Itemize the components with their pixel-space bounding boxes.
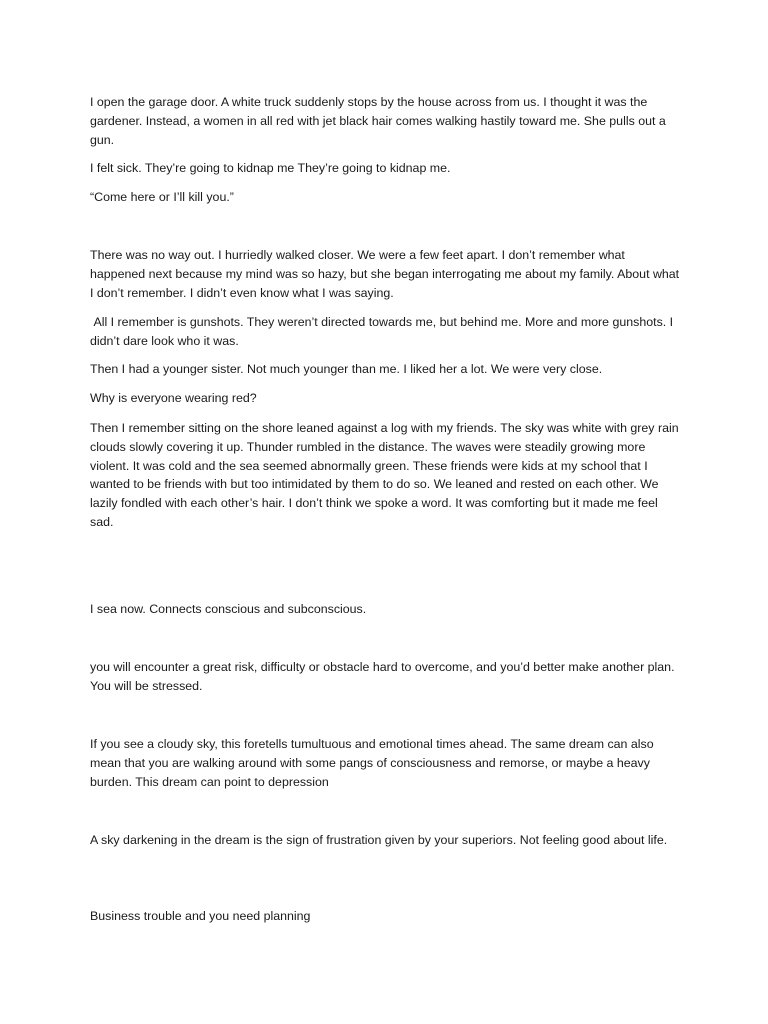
paragraph-red-question: Why is everyone wearing red? <box>90 391 257 405</box>
paragraph-sister: Then I had a younger sister. Not much younger than me. I liked her a lot. We were very close. <box>90 362 603 376</box>
paragraph-garage: I open the garage door. A white truck suddenly stops by the house across from us. I thought it was the gardener. Instead, a women in all red with jet black hair comes walking hastily toward me. She pulls out a gun. <box>90 95 670 147</box>
paragraph-gunshots: All I remember is gunshots. They weren’t directed towards me, but behind me. More and more gunshots. I didn’t dare look who it was. <box>90 315 677 348</box>
paragraph-no-way-out: There was no way out. I hurriedly walked closer. We were a few feet apart. I don’t remember what happened next because my mind was so hazy, but she began interrogating me about my family. About what I don’t remember. I didn’t even know what I was saying. <box>90 248 683 300</box>
paragraph-felt-sick: I felt sick. They’re going to kidnap me They’re going to kidnap me. <box>90 161 451 175</box>
paragraph-risk: you will encounter a great risk, difficulty or obstacle hard to overcome, and you’d better make another plan. You will be stressed. <box>90 660 678 693</box>
paragraph-sky-darkening: A sky darkening in the dream is the sign of frustration given by your superiors. Not feeling good about life. <box>90 833 668 847</box>
paragraph-sea: I sea now. Connects conscious and subconscious. <box>90 602 367 616</box>
paragraph-cloudy-sky: If you see a cloudy sky, this foretells tumultuous and emotional times ahead. The same dream can also mean that you are walking around with some pangs of consciousness and remorse, or maybe a heavy burden. This dream can point to depression <box>90 737 658 789</box>
paragraph-business: Business trouble and you need planning <box>90 909 311 923</box>
paragraph-shore: Then I remember sitting on the shore leaned against a log with my friends. The sky was white with grey rain clouds slowly covering it up. Thunder rumbled in the distance. The waves were steadily growing more violent. It was cold and the sea seemed abnormally green. These friends were kids at my school that I wanted to be friends with but too intimidated by them to do so. We leaned and rested on each other. We lazily fondled with each other’s hair. I don’t think we spoke a word. It was comforting but it made me feel sad. <box>90 421 683 529</box>
paragraph-quote: “Come here or I’ll kill you.” <box>90 190 234 204</box>
